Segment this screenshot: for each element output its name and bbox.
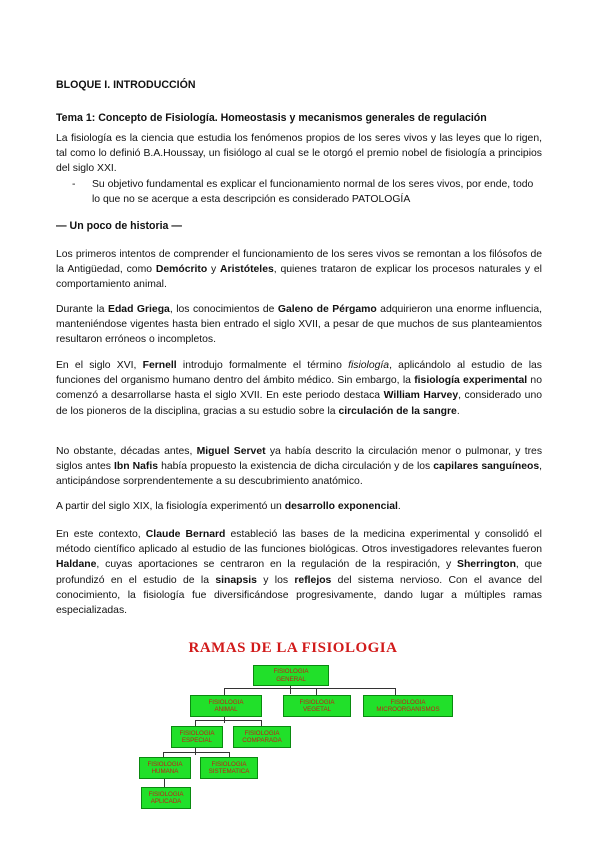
intro-bullet [72, 177, 542, 207]
term-circulacion-sangre: circulación de la sangre [338, 405, 457, 417]
connector [195, 720, 262, 721]
name-haldane: Haldane [56, 559, 97, 571]
bloque-heading: BLOQUE I. INTRODUCCIÓN [56, 79, 196, 91]
tema-heading: Tema 1: Concepto de Fisiología. Homeostasis y mecanismos generales de regulación [56, 112, 487, 124]
paragraph-edad-griega: Durante la Edad Griega, los conocimientos de Galeno de Pérgamo adquirieron una enorme influencia, manteniéndose vigentes hasta bien entrado el siglo XVII, a pesar de que muchos de sus planteamientos resultaron erróneos o incompletos. [56, 304, 542, 346]
node-fisiologia-general: FISIOLOGIA GENERAL [253, 665, 329, 686]
paragraph-bernard: En este contexto, Claude Bernard estableció las bases de la medicina experimental y consolidó el método científico aplicado al estudio de las funciones biológicas. Otros investigadores relevantes fueron Haldane, cuyas aportaciones se centraron en la regulación de la respiración, y Sherrington, que profundizó en el estudio de la sinapsis y los reflejos del sistema nervioso. Con el avance del conocimiento, la fisiología fue diversificándose progresivamente, dando lugar a múltiples ramas especializadas. [56, 529, 543, 617]
connector [395, 688, 396, 695]
name-fernell: Fernell [142, 360, 177, 371]
paragraph-antiguedad: Los primeros intentos de comprender el funcionamiento de los seres vivos se remontan a los filósofos de la Antigüedad, como Demócrito y Aristóteles, quienes trataron de explicar los procesos naturales y el comportamiento animal. [56, 249, 542, 291]
paragraph-siglo-xix: A partir del siglo XIX, la fisiología experimentó un desarrollo exponencial. [56, 501, 401, 512]
term-reflejos: reflejos [294, 574, 332, 586]
node-fisiologia-especial: FISIOLOGIA ESPECIAL [171, 726, 223, 748]
intro-paragraph: La fisiología es la ciencia que estudia los fenómenos propios de los seres vivos y las leyes que lo rigen, tal como lo definió B.A.Houssay, un fisiólogo al cual se le otorgó el premio nobel de fisiología a principios del siglo XXI. [56, 133, 542, 175]
bullet-text: Su objetivo fundamental es explicar el funcionamiento normal de los seres vivos, por ende, todo lo que no se acerque a esta descripción es considerado PATOLOGÍA [92, 179, 534, 206]
term-capilares: capilares sanguíneos [433, 461, 540, 473]
term-edad-griega: Edad Griega [108, 304, 170, 315]
name-claude-bernard: Claude Bernard [145, 529, 226, 540]
historia-heading: — Un poco de historia — [56, 220, 182, 232]
name-william-harvey: William Harvey [383, 390, 459, 402]
ramas-fisiologia-diagram [133, 628, 453, 833]
paragraph-siglo-xvi: En el siglo XVI, Fernell introdujo formalmente el término fisiología, aplicándolo al estudio de las funciones del organismo humano dentro del ámbito médico. Sin embargo, la fisiología experimental no comenzó a desarrollarse hasta el siglo XVII. En este periodo destaca William Harvey, considerado uno de los pioneros de la disciplina, gracias a su estudio sobre la circulación de la sangre. [56, 360, 543, 417]
node-fisiologia-vegetal: FISIOLOGIA VEGETAL [283, 695, 351, 717]
name-democrito: Demócrito [155, 264, 208, 276]
name-ibn-nafis: Ibn Nafis [114, 461, 159, 473]
node-fisiologia-aplicada: FISIOLOGIA APLICADA [141, 787, 191, 809]
name-sherrington: Sherrington [457, 559, 516, 571]
term-sinapsis: sinapsis [215, 574, 257, 586]
bullet-dash: - [72, 179, 76, 190]
name-galeno: Galeno de Pérgamo [277, 304, 377, 315]
diagram-title: RAMAS DE LA FISIOLOGIA [188, 640, 398, 656]
node-fisiologia-sistematica: FISIOLOGIA SISTEMATICA [200, 757, 258, 779]
connector [224, 688, 395, 689]
node-fisiologia-animal: FISIOLOGIA ANIMAL [190, 695, 262, 717]
connector [224, 688, 225, 695]
node-fisiologia-comparada: FISIOLOGIA COMPARADA [233, 726, 291, 748]
name-miguel-servet: Miguel Servet [196, 446, 266, 457]
node-fisiologia-microorganismos: FISIOLOGIA MICROORGANISMOS [363, 695, 453, 717]
term-fisiologia-experimental: fisiología experimental [414, 375, 528, 387]
term-desarrollo-exponencial: desarrollo exponencial [284, 501, 398, 512]
paragraph-servet: No obstante, décadas antes, Miguel Servet ya había descrito la circulación menor o pulmonar, y tres siglos antes Ibn Nafis había propuesto la existencia de dicha circulación y de los capilares sanguíneos, anticipándose sorprendentemente a su descubrimiento anatómico. [56, 446, 543, 488]
connector [316, 688, 317, 695]
term-fisiologia: fisiología [348, 360, 390, 371]
name-aristoteles: Aristóteles [220, 264, 274, 276]
connector [163, 752, 229, 753]
node-fisiologia-humana: FISIOLOGIA HUMANA [139, 757, 191, 779]
